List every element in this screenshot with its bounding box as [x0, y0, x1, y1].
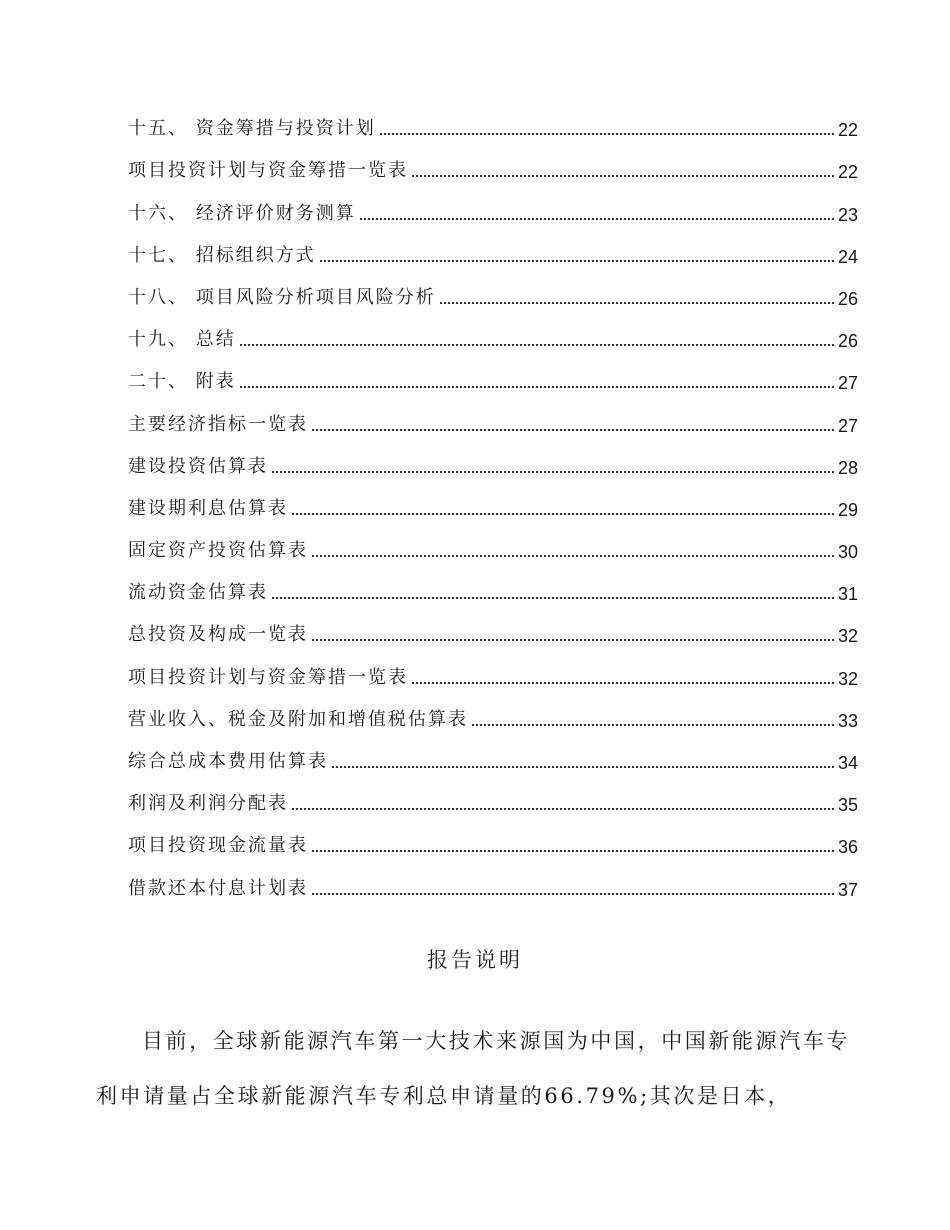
toc-entry[interactable]: [128, 443, 858, 485]
toc-entry[interactable]: [128, 274, 858, 316]
toc-entry-title: 建设投资估算表: [128, 455, 268, 477]
toc-entry[interactable]: [128, 400, 858, 442]
toc-entry-title: 总投资及构成一览表: [128, 624, 308, 646]
toc-entry[interactable]: [128, 611, 858, 653]
toc-entry-page: 26: [837, 288, 858, 309]
toc-entry-page: 27: [837, 415, 858, 436]
toc-leader-dots: [312, 429, 834, 431]
toc-entry[interactable]: [128, 864, 858, 906]
toc-entry-title: 建设期利息估算表: [128, 497, 288, 519]
toc-entry-title: 十九、 总结: [128, 329, 236, 351]
toc-leader-dots: [412, 175, 834, 177]
toc-entry-title: 项目投资计划与资金筹措一览表: [128, 160, 408, 182]
toc-entry-page: 24: [837, 246, 858, 267]
toc-leader-dots: [312, 850, 834, 852]
toc-entry[interactable]: [128, 822, 858, 864]
toc-entry-title: 固定资产投资估算表: [128, 540, 308, 562]
toc-entry[interactable]: [128, 569, 858, 611]
toc-entry-page: 35: [837, 795, 858, 816]
toc-entry-page: 30: [837, 542, 858, 563]
toc-entry-page: 28: [837, 457, 858, 478]
toc-entry-title: 营业收入、税金及附加和增值税估算表: [128, 708, 468, 730]
toc-leader-dots: [332, 766, 834, 768]
toc-leader-dots: [360, 218, 834, 220]
toc-entry-title: 十七、 招标组织方式: [128, 244, 316, 266]
toc-leader-dots: [320, 260, 834, 262]
toc-entry-page: 22: [837, 120, 858, 141]
toc-entry[interactable]: [128, 653, 858, 695]
toc-leader-dots: [472, 724, 834, 726]
toc-entry[interactable]: [128, 232, 858, 274]
toc-entry-page: 37: [837, 879, 858, 900]
toc-entry-page: 22: [837, 162, 858, 183]
toc-entry[interactable]: [128, 696, 858, 738]
toc-entry-title: 项目投资现金流量表: [128, 835, 308, 857]
toc-leader-dots: [380, 133, 834, 135]
toc-entry[interactable]: [128, 316, 858, 358]
toc-entry[interactable]: [128, 189, 858, 231]
toc-entry[interactable]: [128, 527, 858, 569]
toc-leader-dots: [312, 639, 834, 641]
toc-leader-dots: [312, 893, 834, 895]
toc-entry-page: 31: [837, 584, 858, 605]
toc-entry-title: 十六、 经济评价财务测算: [128, 202, 356, 224]
toc-entry-title: 十五、 资金筹措与投资计划: [128, 118, 376, 140]
toc-leader-dots: [240, 344, 834, 346]
toc-leader-dots: [292, 808, 834, 810]
toc-entry-title: 综合总成本费用估算表: [128, 751, 328, 772]
toc-entry[interactable]: [128, 485, 858, 527]
toc-entry-title: 利润及利润分配表: [128, 793, 288, 815]
toc-entry-page: 36: [837, 837, 858, 858]
toc-entry[interactable]: [128, 780, 858, 822]
toc-entry[interactable]: [128, 105, 858, 147]
toc-entry[interactable]: [128, 147, 858, 189]
toc-leader-dots: [440, 302, 834, 304]
toc-entry-title: 流动资金估算表: [128, 582, 268, 604]
toc-entry-title: 主要经济指标一览表: [128, 413, 308, 435]
toc-entry-page: 26: [837, 331, 858, 352]
table-of-contents: [128, 105, 858, 907]
toc-entry-page: 23: [837, 204, 858, 225]
toc-entry-title: 十八、 项目风险分析项目风险分析: [128, 286, 436, 308]
section-heading: 报告说明: [427, 948, 523, 972]
toc-leader-dots: [412, 682, 834, 684]
toc-entry-title: 借款还本付息计划表: [128, 877, 308, 899]
toc-leader-dots: [272, 597, 834, 599]
toc-entry-page: 29: [837, 499, 858, 520]
toc-leader-dots: [272, 471, 834, 473]
toc-entry[interactable]: [128, 358, 858, 400]
toc-entry-title: 二十、 附表: [128, 371, 236, 393]
toc-entry-title: 项目投资计划与资金筹措一览表: [128, 666, 408, 688]
toc-leader-dots: [292, 513, 834, 515]
toc-leader-dots: [240, 386, 834, 388]
toc-leader-dots: [312, 555, 834, 557]
toc-entry-page: 33: [837, 710, 858, 731]
toc-entry-page: 32: [837, 668, 858, 689]
body-paragraph: 目前，全球新能源汽车第一大技术来源国为中国，中国新能源汽车专利申请量占全球新能源汽车专利总申请量的66.79%;其次是日本，: [96, 1029, 850, 1108]
toc-entry-page: 32: [837, 626, 858, 647]
toc-entry-page: 27: [837, 373, 858, 394]
toc-entry[interactable]: [128, 738, 858, 780]
toc-entry-page: 34: [837, 753, 858, 773]
